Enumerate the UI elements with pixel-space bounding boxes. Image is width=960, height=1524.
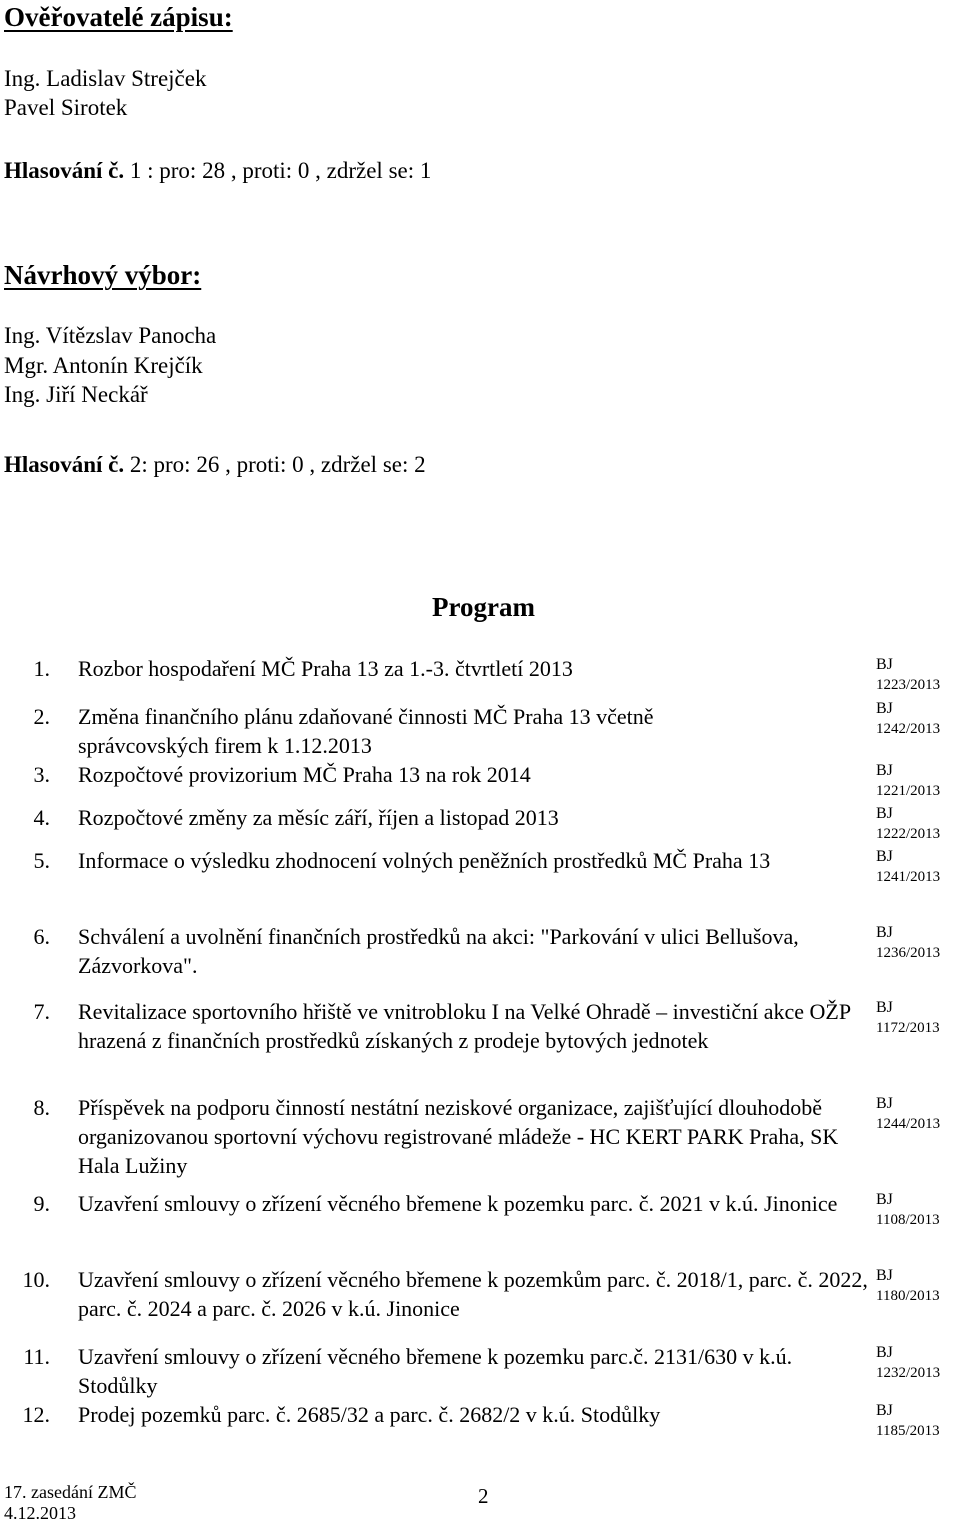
item-number: 11. [23,1344,50,1369]
item-reference [876,1342,960,1384]
bj-label: BJ [876,1402,893,1419]
vote-result: 2: pro: 26 , proti: 0 , zdržel se: 2 [129,452,426,477]
item-reference [876,846,960,888]
bj-label: BJ [876,1344,893,1361]
bj-label: BJ [876,848,893,865]
item-number: 6. [33,924,50,949]
bj-code: 1221/2013 [876,783,941,799]
committee-member: Ing. Jiří Neckář [4,382,148,407]
item-reference [876,803,960,845]
item-text: Změna finančního plánu zdaňované činnosti MČ Praha 13 včetně správcovských firem k 1.12.2013 [78,704,654,758]
bj-code: 1185/2013 [876,1423,940,1439]
bj-code: 1232/2013 [876,1365,941,1381]
vote-label: Hlasování č. [4,158,125,183]
item-reference [876,1400,960,1442]
bj-code: 1242/2013 [876,721,941,737]
item-number: 3. [33,762,50,787]
bj-code: 1180/2013 [876,1288,940,1304]
committee-vote [4,450,426,480]
item-text: Prodej pozemků parc. č. 2685/32 a parc. č. 2682/2 v k.ú. Stodůlky [78,1402,661,1427]
item-number: 2. [33,704,50,729]
bj-label: BJ [876,999,893,1016]
item-reference [876,1093,960,1135]
page-number: 2 [478,1484,489,1508]
item-reference [876,997,960,1039]
item-text: Schválení a uvolnění finančních prostředků na akci: "Parkování v ulici Bellušova, Zázvorkova". [78,924,799,978]
bj-code: 1172/2013 [876,1020,940,1036]
item-number: 8. [33,1095,50,1120]
item-text: Příspěvek na podporu činností nestátní neziskové organizace, zajišťující dlouhodobě organizovanou sportovní výchovu registrované mládeže - HC KERT PARK Praha, SK Hala Lužiny [78,1095,839,1178]
bj-label: BJ [876,1095,893,1112]
item-number: 7. [33,999,50,1024]
item-number: 5. [33,848,50,873]
item-number: 9. [33,1191,50,1216]
item-text: Rozpočtové změny za měsíc září, říjen a listopad 2013 [78,805,559,830]
bj-label: BJ [876,805,893,822]
committee-heading: Návrhový výbor: [4,260,202,290]
item-text: Revitalizace sportovního hřiště ve vnitrobloku I na Velké Ohradě – investiční akce OŽP hrazená z finančních prostředků získaných z prodeje bytových jednotek [78,999,851,1053]
item-reference [876,1265,960,1307]
item-text: Rozbor hospodaření MČ Praha 13 za 1.-3. čtvrtletí 2013 [78,656,573,681]
verifier-name: Pavel Sirotek [4,95,128,120]
bj-code: 1222/2013 [876,826,941,842]
bj-code: 1108/2013 [876,1212,940,1228]
item-reference [876,654,960,696]
vote-result: 1 : pro: 28 , proti: 0 , zdržel se: 1 [129,158,432,183]
item-reference [876,922,960,964]
item-text: Uzavření smlouvy o zřízení věcného břemene k pozemkům parc. č. 2018/1, parc. č. 2022, parc. č. 2024 a parc. č. 2026 v k.ú. Jinonice [78,1267,868,1321]
footer-session: 17. zasedání ZMČ [4,1482,137,1502]
program-title: Program [432,592,535,622]
item-text: Rozpočtové provizorium MČ Praha 13 na rok 2014 [78,762,531,787]
item-number: 12. [22,1402,50,1427]
item-reference [876,1189,960,1231]
item-number: 10. [22,1267,50,1292]
bj-label: BJ [876,700,893,717]
item-number: 4. [33,805,50,830]
verifier-name: Ing. Ladislav Strejček [4,66,207,91]
bj-label: BJ [876,656,893,673]
committee-member: Mgr. Antonín Krejčík [4,353,203,378]
bj-label: BJ [876,924,893,941]
item-text: Informace o výsledku zhodnocení volných peněžních prostředků MČ Praha 13 [78,848,771,873]
bj-label: BJ [876,1267,893,1284]
item-number: 1. [33,656,50,681]
bj-label: BJ [876,1191,893,1208]
verifiers-vote [4,156,431,186]
bj-label: BJ [876,762,893,779]
bj-code: 1244/2013 [876,1116,941,1132]
vote-label: Hlasování č. [4,452,125,477]
bj-code: 1241/2013 [876,869,941,885]
item-text: Uzavření smlouvy o zřízení věcného břemene k pozemku parc.č. 2131/630 v k.ú. Stodůlky [78,1344,793,1398]
item-reference [876,760,960,802]
bj-code: 1236/2013 [876,945,941,961]
bj-code: 1223/2013 [876,677,941,693]
verifiers-heading: Ověřovatelé zápisu: [4,2,233,32]
committee-member: Ing. Vítězslav Panocha [4,323,217,348]
item-reference [876,698,960,740]
footer-date: 4.12.2013 [4,1503,76,1523]
item-text: Uzavření smlouvy o zřízení věcného břemene k pozemku parc. č. 2021 v k.ú. Jinonice [78,1191,838,1216]
